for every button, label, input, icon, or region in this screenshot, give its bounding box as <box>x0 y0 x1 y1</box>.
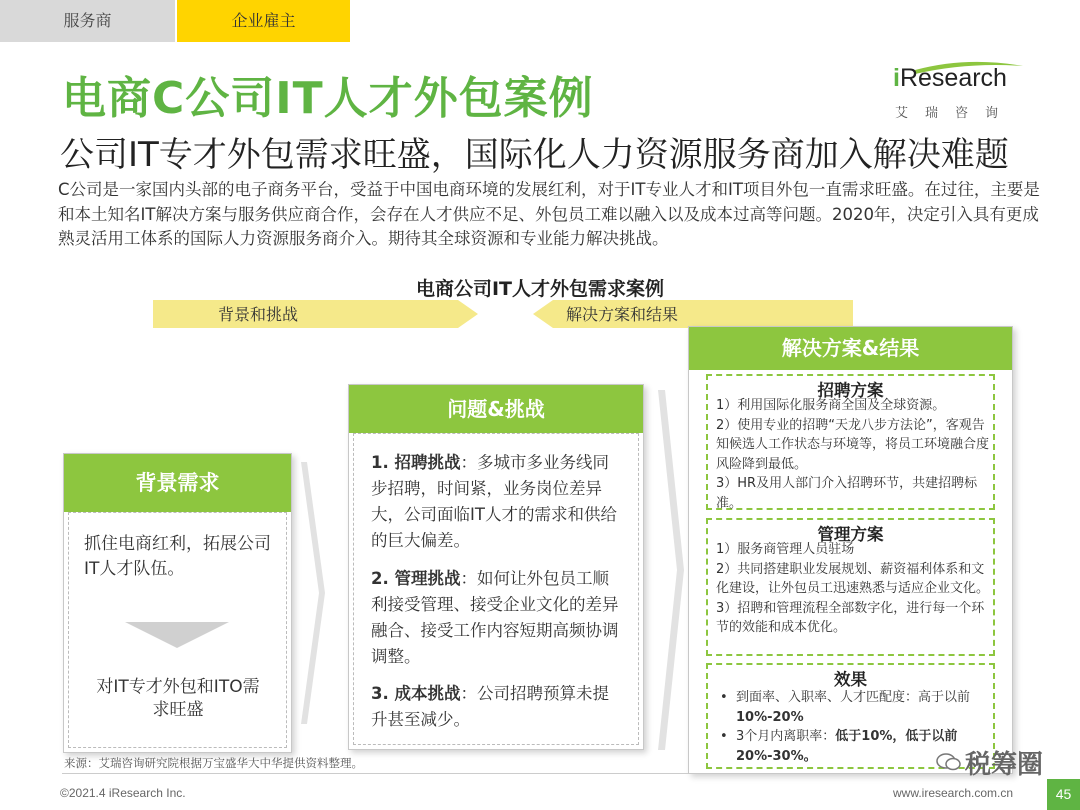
logo-subtitle: 艾瑞咨询 <box>895 106 1016 121</box>
arrow-label-background: 背景和挑战 <box>218 305 299 324</box>
effect-bullet: • 到面率、入职率、人才匹配度：高于以前10%-20% <box>716 688 989 727</box>
watermark: 税筹圈 <box>965 750 1044 780</box>
manage-plan-title: 管理方案 <box>817 525 884 544</box>
manage-plan-line: 1）服务商管理人员驻场 <box>716 542 855 557</box>
source-note: 来源：艾瑞咨询研究院根据万宝盛华大中华提供资料整理。 <box>64 756 363 770</box>
manage-plan-line: 2）共同搭建职业发展规划、薪资福利体系和文化建设，让外包员工迅速熟悉与适应企业文化。 <box>716 561 990 596</box>
divider <box>62 773 688 774</box>
background-heading: 背景需求 <box>64 454 291 512</box>
manage-plan-line: 3）招聘和管理流程全部数字化，进行每一个环节的效能和成本优化。 <box>716 600 985 635</box>
arrow-label-solution: 解决方案和结果 <box>566 305 679 324</box>
chevron-right-icon <box>658 390 684 750</box>
page-title: 电商C公司IT人才外包案例 <box>62 73 594 124</box>
recruit-plan-section <box>706 374 995 510</box>
recruit-plan-line: 1）利用国际化服务商全国及全球资源。 <box>716 398 946 413</box>
background-result: 对IT专才外包和ITO需求旺盛 <box>96 677 260 720</box>
chevron-right-icon <box>301 462 325 724</box>
iresearch-logo <box>893 58 1028 120</box>
page-subtitle: 公司IT专才外包需求旺盛，国际化人力资源服务商加入解决难题 <box>60 135 1009 175</box>
solutions-heading: 解决方案&结果 <box>689 327 1012 370</box>
diagram-title: 电商公司IT人才外包需求案例 <box>415 278 665 300</box>
website-link[interactable]: www.iresearch.com.cn <box>893 786 1014 800</box>
page-number: 45 <box>1047 779 1080 810</box>
right-arrow-banner <box>153 300 478 328</box>
manage-plan-section <box>706 518 995 656</box>
logo-wordmark: iResearch <box>893 64 1007 92</box>
wechat-icon <box>936 752 962 772</box>
challenges-heading: 问题&挑战 <box>349 385 643 433</box>
recruit-plan-line: 3）HR及用人部门介入招聘环节，共建招聘标准。 <box>716 476 978 511</box>
background-text: 抓住电商红利，拓展公司IT人才队伍。 <box>84 534 271 579</box>
tab-service-provider[interactable]: 服务商 <box>0 0 175 42</box>
challenge-manage: 2. 管理挑战：如何让外包员工顺利接受管理、接受企业文化的差异融合、接受工作内容短期高频协调调整。 <box>371 569 619 666</box>
effect-bullet: • 3个月内离职率：低于10%，低于以前20%-30%。 <box>716 727 989 766</box>
challenge-cost: 3. 成本挑战：公司招聘预算未提升甚至减少。 <box>371 684 609 729</box>
down-arrow-icon <box>125 622 229 648</box>
intro-paragraph: C公司是一家国内头部的电子商务平台，受益于中国电商环境的发展红利，对于IT专业人才和IT项目外包一直需求旺盛。在过往，主要是和本土知名IT解决方案与服务供应商合作，会存在人才供应不足、外包员工难以融入以及成本过高等问题。2020年，决定引入具有更成熟灵活用工体系的国际人力资源服务商介入。期待其全球资源和专业能力解决挑战。 <box>58 180 1040 248</box>
tab-employer[interactable]: 企业雇主 <box>177 0 350 42</box>
recruit-plan-title: 招聘方案 <box>817 381 884 400</box>
copyright: ©2021.4 iResearch Inc. <box>60 786 186 800</box>
challenge-recruit: 1. 招聘挑战：多城市多业务线同步招聘，时间紧，业务岗位差异大，公司面临IT人才的需求和供给的巨大偏差。 <box>371 453 617 550</box>
effect-title: 效果 <box>834 670 867 689</box>
recruit-plan-line: 2）使用专业的招聘“天龙八步方法论”，客观告知候选人工作状态与环境等，将员工环境融合度风险降到最低。 <box>716 417 990 472</box>
